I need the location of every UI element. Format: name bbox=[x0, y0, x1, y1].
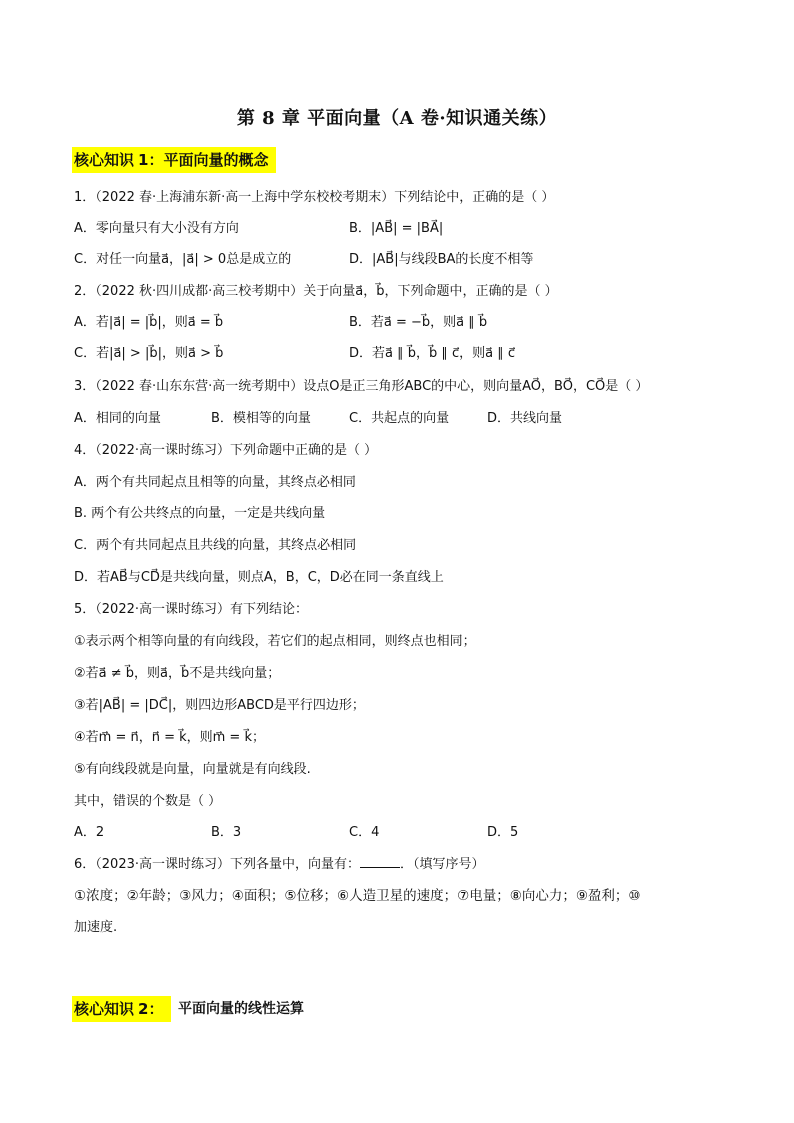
section-number: 2： bbox=[138, 1000, 164, 1018]
q3-option-c: C．共起点的向量 bbox=[349, 411, 450, 426]
q1-option-b: B．|AB⃗| = |BA⃗| bbox=[349, 221, 444, 236]
q4-option-a: A．两个有共同起点且相等的向量，其终点必相同 bbox=[74, 475, 356, 490]
section-title: 平面向量的概念 bbox=[163, 151, 269, 169]
q2-option-d: D．若a⃗ ∥ b⃗，b⃗ ∥ c⃗，则a⃗ ∥ c⃗ bbox=[349, 346, 516, 361]
q6-list-line-2: 加速度. bbox=[74, 920, 118, 935]
q1-option-d: D．|AB⃗|与线段BA的长度不相等 bbox=[349, 252, 534, 267]
section-number: 1： bbox=[138, 151, 164, 169]
q5-option-b: B．3 bbox=[211, 825, 242, 840]
q4-option-d: D．若AB⃗与CD⃗是共线向量，则点A，B，C，D必在同一条直线上 bbox=[74, 570, 444, 585]
section-2-title: 平面向量的线性运算 bbox=[178, 1001, 304, 1017]
q2-option-b: B．若a⃗ = −b⃗，则a⃗ ∥ b⃗ bbox=[349, 315, 488, 330]
q5-option-a: A．2 bbox=[74, 825, 105, 840]
page-title: 第 8 章 平面向量（A 卷·知识通关练） bbox=[236, 108, 558, 129]
q5-statement-5: ⑤有向线段就是向量，向量就是有向线段. bbox=[74, 762, 311, 777]
answer-blank bbox=[360, 855, 400, 868]
section-header-1 bbox=[72, 147, 276, 173]
q3-option-b: B．模相等的向量 bbox=[211, 411, 311, 426]
q5-statement-1: ①表示两个相等向量的有向线段，若它们的起点相同，则终点也相同； bbox=[74, 634, 476, 649]
question-3-stem: 3．（2022 春·山东东营·高一统考期中）设点O是正三角形ABC的中心，则向量AO⃗，BO⃗，CO⃗是（ ） bbox=[74, 379, 649, 394]
q5-statement-4: ④若m⃗ = n⃗，n⃗ = k⃗，则m⃗ = k⃗； bbox=[74, 730, 265, 745]
q6-stem-tail: ．（填写序号） bbox=[400, 857, 485, 872]
q5-question: 其中，错误的个数是（ ） bbox=[74, 794, 222, 809]
q5-statement-2: ②若a⃗ ≠ b⃗，则a⃗，b⃗不是共线向量； bbox=[74, 666, 281, 681]
section-label: 核心知识 bbox=[74, 151, 135, 169]
q3-option-a: A．相同的向量 bbox=[74, 411, 161, 426]
question-5-stem: 5．（2022·高一课时练习）有下列结论： bbox=[74, 602, 308, 617]
q1-option-a: A．零向量只有大小没有方向 bbox=[74, 221, 239, 236]
q4-option-c: C．两个有共同起点且共线的向量，其终点必相同 bbox=[74, 538, 357, 553]
question-1-stem: 1．（2022 春·上海浦东新·高一上海中学东校校考期末）下列结论中，正确的是（ ） bbox=[74, 190, 555, 205]
section-label: 核心知识 bbox=[74, 1000, 135, 1018]
section-header-2 bbox=[72, 996, 171, 1022]
q4-option-b: B. 两个有公共终点的向量，一定是共线向量 bbox=[74, 506, 326, 521]
q2-option-a: A．若|a⃗| = |b⃗|，则a⃗ = b⃗ bbox=[74, 315, 224, 330]
q1-option-c: C．对任一向量a⃗，|a⃗| > 0总是成立的 bbox=[74, 252, 292, 267]
q6-list-line-1: ①浓度；②年龄；③风力；④面积；⑤位移；⑥人造卫星的速度；⑦电量；⑧向心力；⑨盈利；⑩ bbox=[74, 888, 641, 904]
q6-stem-text: 6．（2023·高一课时练习）下列各量中，向量有： bbox=[74, 857, 360, 872]
q5-option-d: D．5 bbox=[487, 825, 519, 840]
q2-option-c: C．若|a⃗| > |b⃗|，则a⃗ > b⃗ bbox=[74, 346, 224, 361]
q5-statement-3: ③若|AB⃗| = |DC⃗|，则四边形ABCD是平行四边形； bbox=[74, 698, 365, 713]
question-2-stem: 2．（2022 秋·四川成都·高三校考期中）关于向量a⃗，b⃗，下列命题中，正确的是（ ） bbox=[74, 284, 558, 299]
q5-option-c: C．4 bbox=[349, 825, 380, 840]
question-4-stem: 4．（2022·高一课时练习）下列命题中正确的是（ ） bbox=[74, 443, 378, 458]
q3-option-d: D．共线向量 bbox=[487, 411, 563, 426]
question-6-stem bbox=[74, 855, 485, 874]
